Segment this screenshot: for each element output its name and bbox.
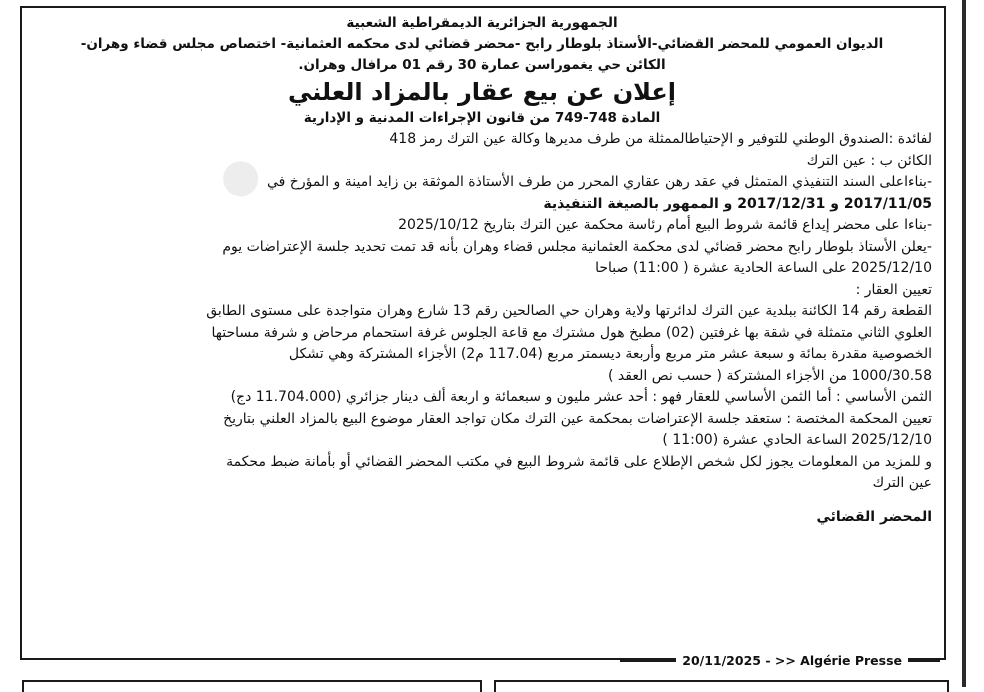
body-line: -بناءاعلى السند التنفيذي المتمثل في عقد رهن عقاري المحرر من طرف الأستاذة الموثقة بن زايد امينة و المؤرخ في — [267, 174, 932, 190]
body-line: تعيين المحكمة المختصة : ستعقد جلسة الإعتراضات بمحكمة عين الترك مكان تواجد العقار موضوع البيع بالمزاد العلني بتاريخ — [223, 410, 932, 427]
body-line: 2025/12/10 الساعة الحادي عشرة (11:00 ) — [662, 432, 932, 448]
footer-rule-right — [908, 659, 940, 662]
republic-heading: الجمهورية الجزائرية الديمقراطية الشعبية — [346, 15, 618, 31]
body-line: الخصوصية مقدرة بمائة و سبعة عشر متر مربع وأربعة ديسمتر مربع (117.04 م2) الأجزاء المشتركة وهي تشكل — [288, 346, 932, 362]
footer-bar — [620, 647, 940, 673]
footer-rule-left — [620, 659, 676, 662]
body-line: 2025/12/10 على الساعة الحادية عشرة ( 11:00) صباحا — [595, 260, 932, 276]
office-line-2: الكائن حي يغموراسن عمارة 30 رقم 01 مرافال وهران. — [298, 57, 666, 73]
article-reference: المادة 748-749 من قانون الإجراءات المدنية و الإدارية — [303, 110, 661, 126]
announcement-content — [32, 12, 932, 525]
body-line: 2017/11/05 و 2017/12/31 و الممهور بالصيغة التنفيذية — [543, 195, 932, 212]
next-article-box-left — [22, 680, 482, 692]
body-line: العلوي الثاني متمثلة في شقة بها غرفتين (02) مطبخ هول مشترك مع قاعة الجلوس غرفة استحمام مرحاض و شرفة مساحتها — [211, 324, 932, 341]
announcement-title: إعلان عن بيع عقار بالمزاد العلني — [287, 78, 677, 106]
next-article-box-right — [494, 680, 949, 692]
body-line: الثمن الأساسي : أما الثمن الأساسي للعقار فهو : أحد عشر مليون و سبعمائة و اربعة ألف دينار جزائري (11.704.000 دج) — [230, 389, 932, 405]
body-line: -بناءا على محضر إيداع قائمة شروط البيع أمام رئاسة محكمة عين الترك بتاريخ 2025/10/12 — [398, 217, 932, 233]
body-line: عين الترك — [872, 475, 932, 491]
body-line: القطعة رقم 14 الكائنة ببلدية عين الترك لدائرتها ولاية وهران حي الصالحين رقم 13 شارع وهران متواجدة على مستوى الطابق — [206, 303, 932, 319]
signature: المحضر القضائي — [816, 508, 932, 525]
announcement-frame — [20, 6, 946, 660]
column-divider — [962, 0, 966, 687]
office-line-1: الديوان العمومي للمحضر القضائي-الأستاذ بلوطار رابح -محضر قضائي لدى محكمه العثمانية- اختصاص مجلس قضاء وهران- — [80, 36, 884, 52]
body-line: -يعلن الأستاذ بلوطار رابح محضر قضائي لدى محكمة العثمانية مجلس قضاء وهران بأنه قد تمت تحديد جلسة الإعتراضات يوم — [222, 238, 932, 255]
body-line: تعيين العقار : — [855, 281, 932, 298]
announcement-body — [32, 129, 932, 495]
body-line: الكائن ب : عين الترك — [806, 152, 932, 169]
body-line: و للمزيد من المعلومات يجوز لكل شخص الإطلاع على قائمة شروط البيع في مكتب المحضر القضائي أو بأمانة ضبط محكمة — [226, 453, 932, 470]
footer-dateline: 20/11/2025 - >> Algérie Presse — [676, 653, 908, 668]
watermark-logo: ● — [213, 142, 271, 208]
body-line: لفائدة :الصندوق الوطني للتوفير و الإحتياطالممثلة من طرف مديرها وكالة عين الترك رمز 418 — [389, 131, 932, 147]
body-line: 1000/30.58 من الأجزاء المشتركة ( حسب نص العقد ) — [608, 367, 932, 384]
